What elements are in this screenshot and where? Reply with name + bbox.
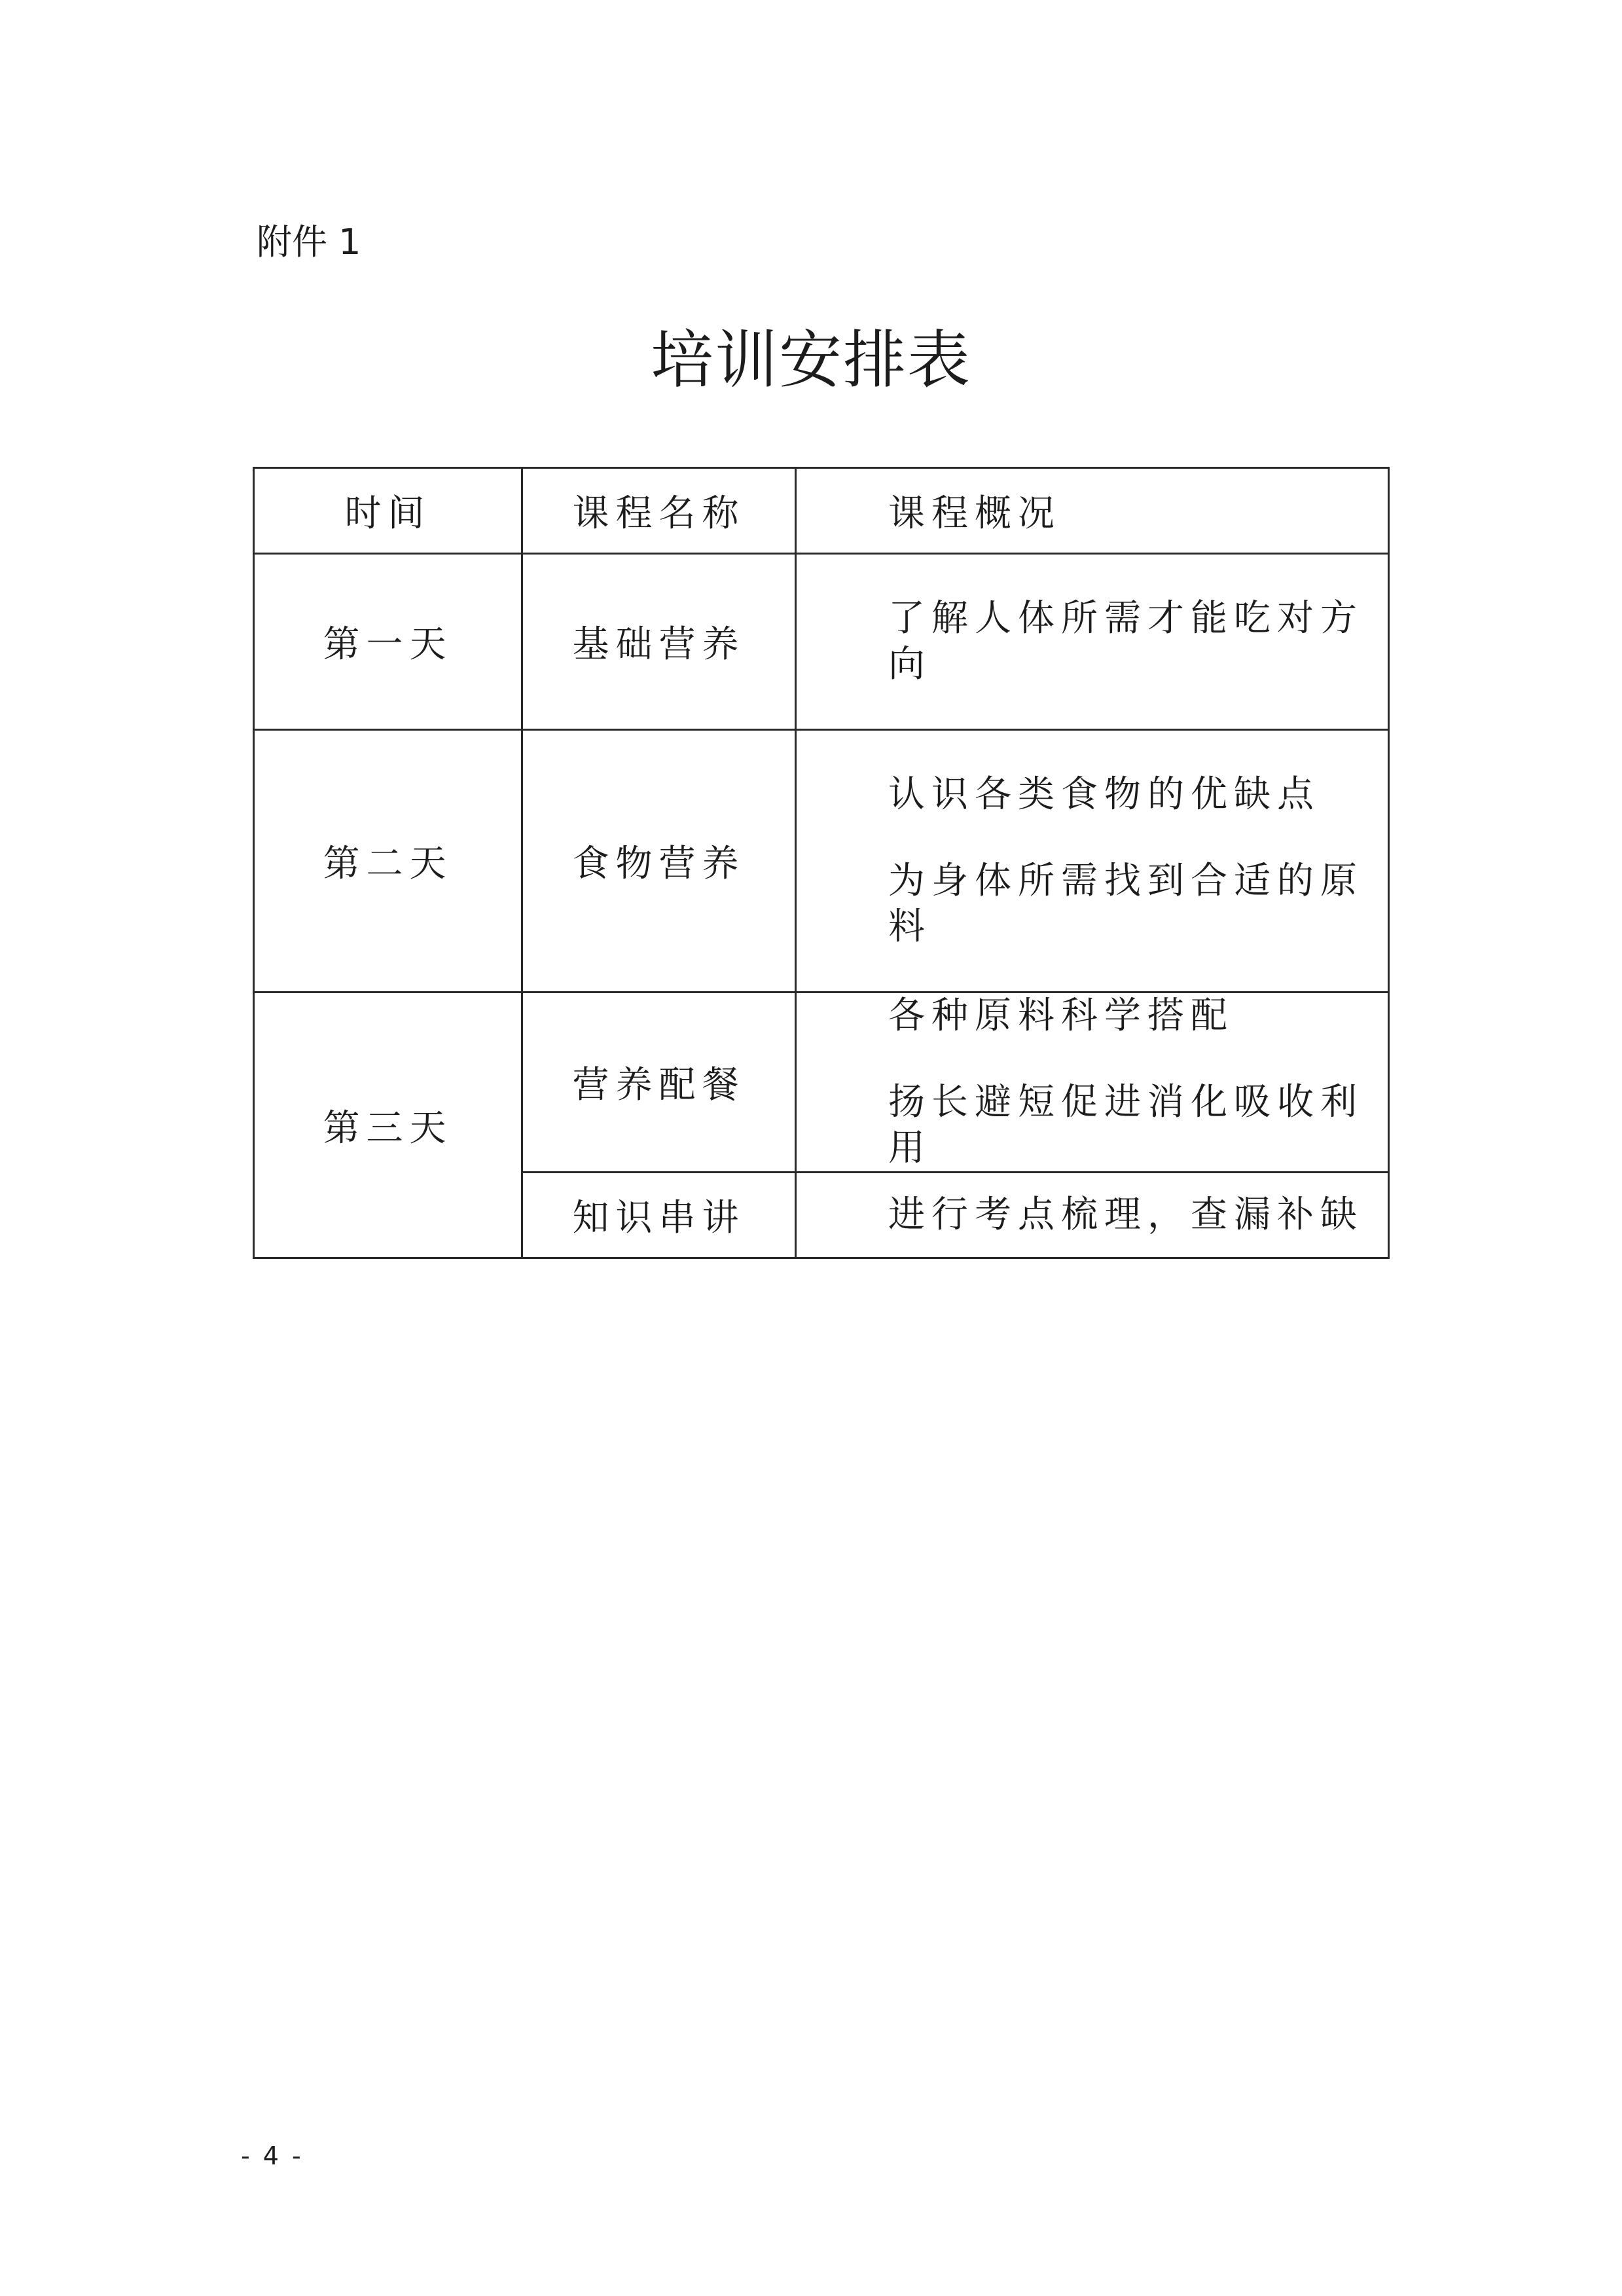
- overview-line: 进行考点梳理，查漏补缺: [888, 1194, 1363, 1236]
- table-row: [254, 730, 1389, 993]
- course-cell: 基础营养: [522, 554, 796, 730]
- day-cell: 第一天: [254, 554, 522, 730]
- header-time: 时间: [254, 468, 522, 554]
- overview-line: 了解人体所需才能吃对方向: [888, 597, 1363, 685]
- course-cell: 营养配餐: [522, 993, 796, 1173]
- overview-line: 认识各类食物的优缺点: [888, 773, 1320, 816]
- overview-cell: [796, 730, 1389, 993]
- overview-line: 各种原料科学搭配: [888, 994, 1234, 1037]
- document-title: 培训安排表: [651, 323, 971, 397]
- course-cell: 食物营养: [522, 730, 796, 993]
- overview-cell: [796, 1173, 1389, 1258]
- training-schedule-table: [253, 467, 1390, 1259]
- overview-cell: [796, 554, 1389, 730]
- table-row: [254, 993, 1389, 1173]
- attachment-label: 附件 1: [257, 221, 361, 263]
- overview-cell: [796, 993, 1389, 1173]
- overview-line: 为身体所需找到合适的原料: [888, 860, 1363, 948]
- header-course-overview: 课程概况: [796, 468, 1389, 554]
- day-cell: 第三天: [254, 993, 522, 1258]
- course-cell: 知识串讲: [522, 1173, 796, 1258]
- table-row: [254, 554, 1389, 730]
- table-header-row: [254, 468, 1389, 554]
- page-number: - 4 -: [241, 2141, 304, 2170]
- overview-line: 扬长避短促进消化吸收利用: [888, 1081, 1363, 1169]
- header-course-name: 课程名称: [522, 468, 796, 554]
- day-cell: 第二天: [254, 730, 522, 993]
